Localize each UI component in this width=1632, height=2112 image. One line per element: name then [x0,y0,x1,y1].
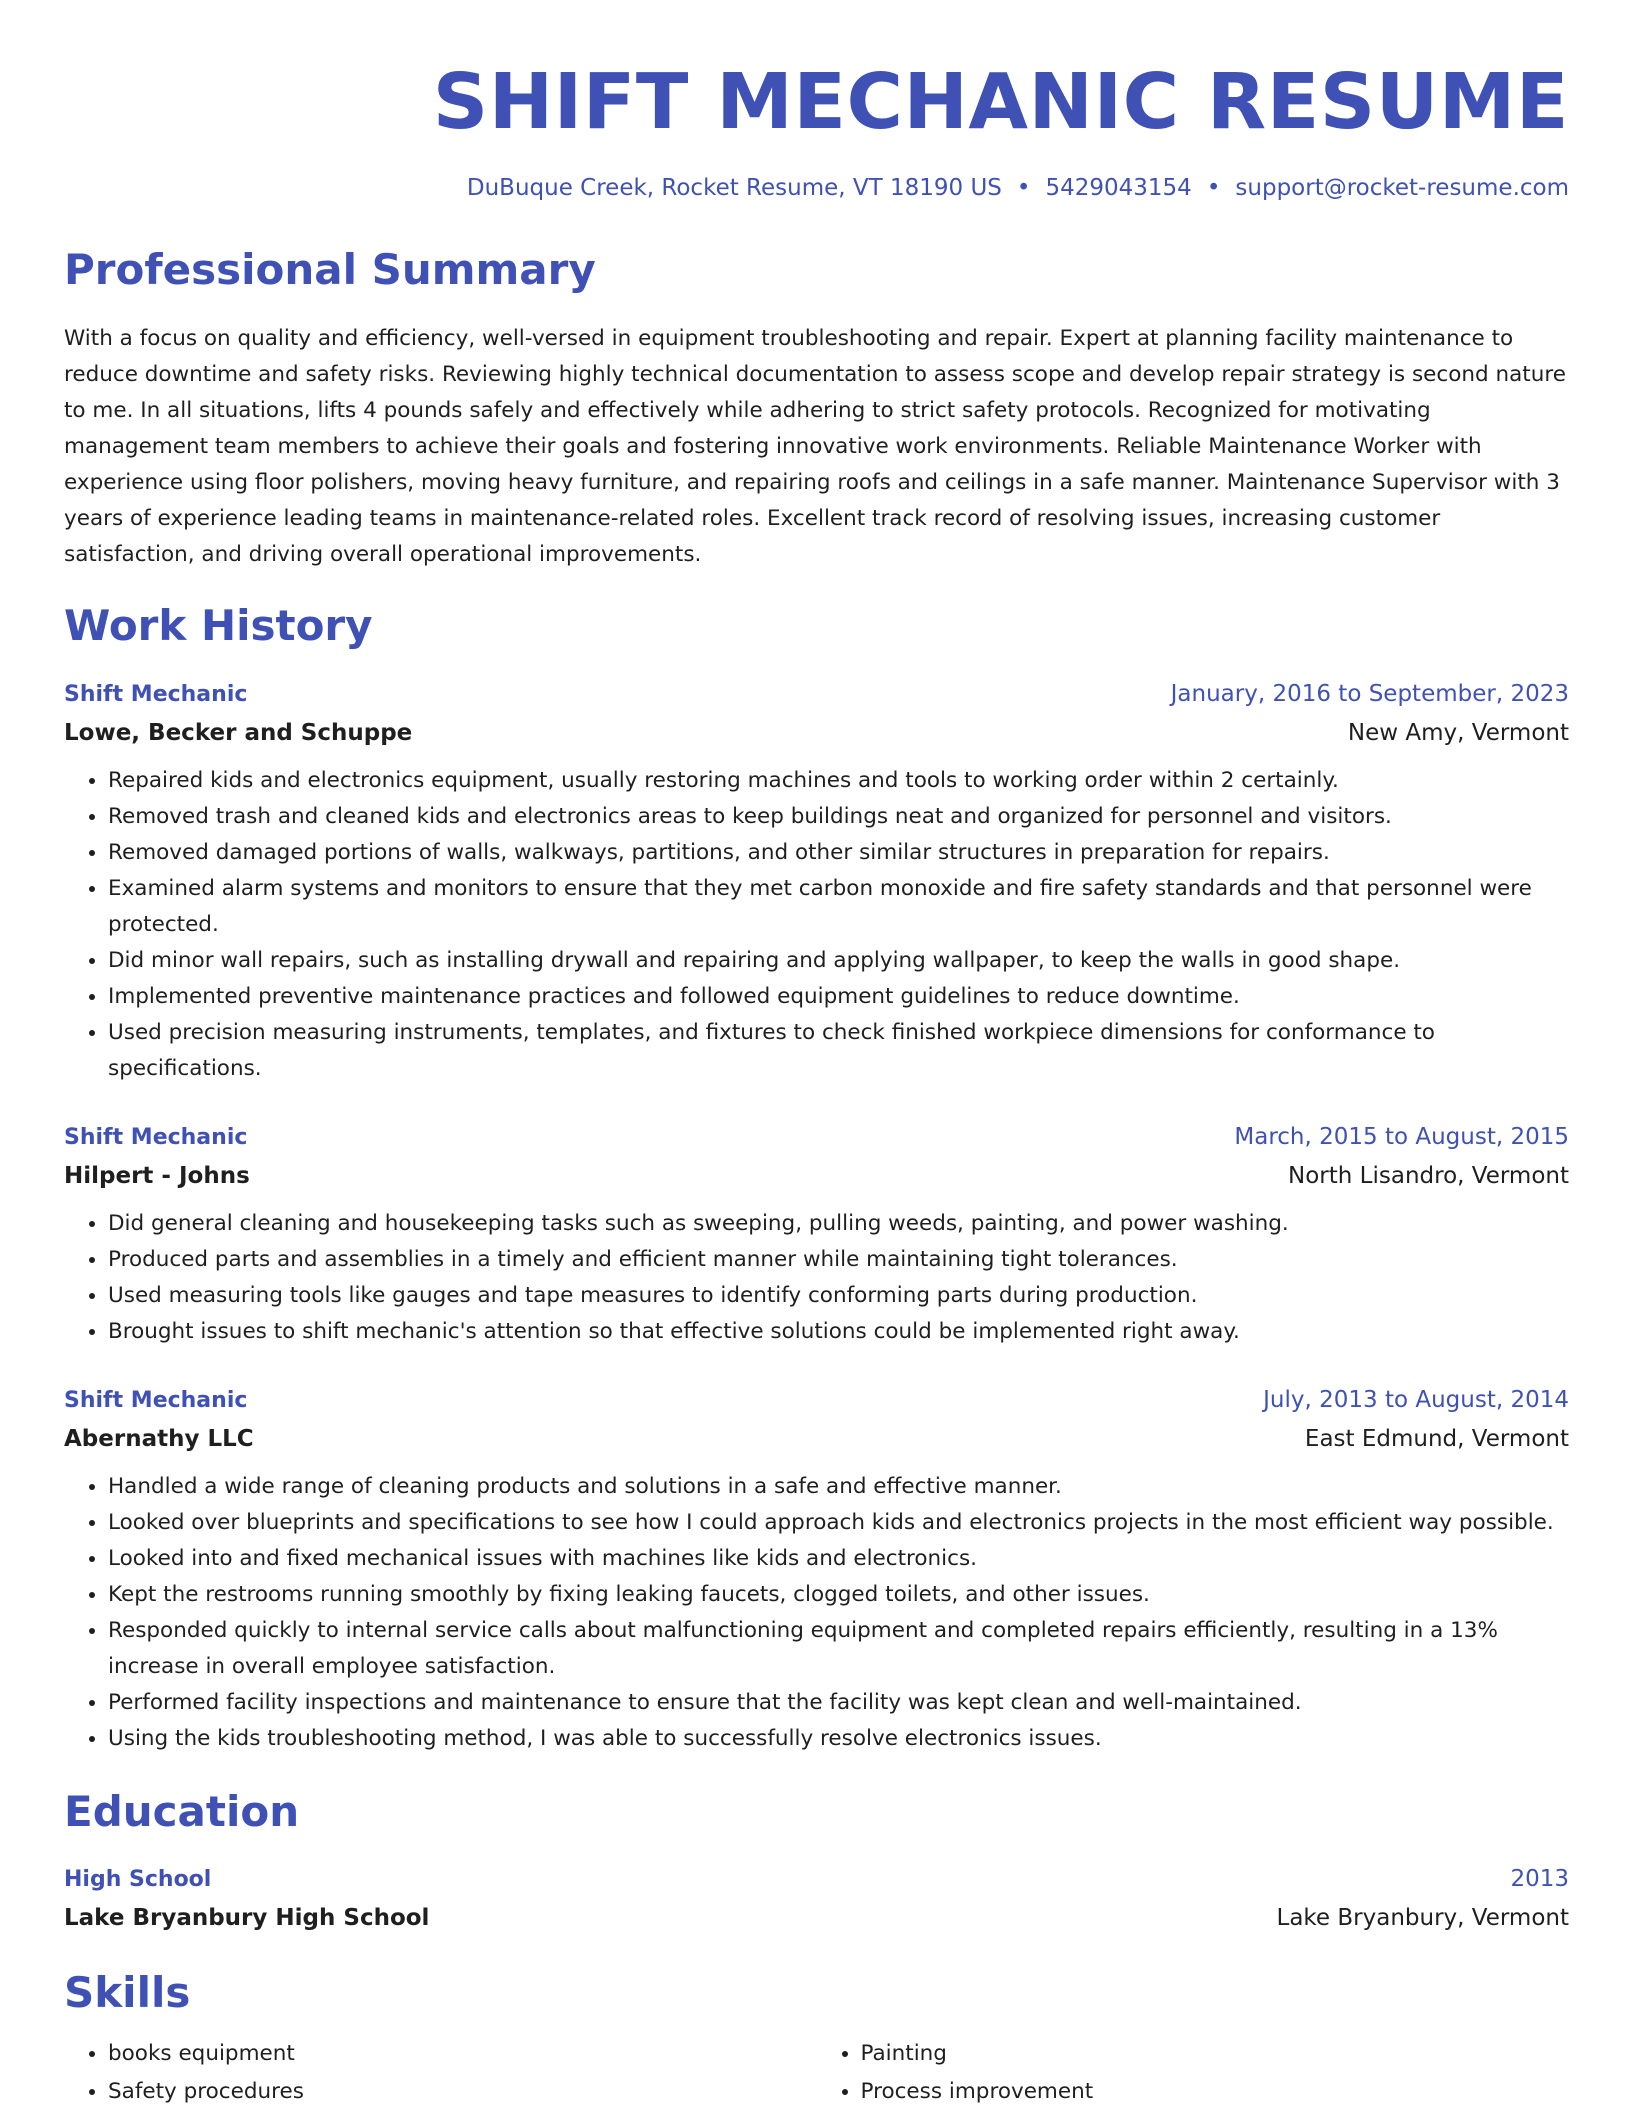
job-dates: January, 2016 to September, 2023 [1170,680,1569,707]
job-bullet: • Looked into and fixed mechanical issues with machines like kids and electronics. [108,1541,1569,1577]
job-bullet: • Implemented preventive maintenance practices and followed equipment guidelines to reduce downtime. [108,979,1569,1015]
job-bullet: • Using the kids troubleshooting method, I was able to successfully resolve electronics issues. [108,1721,1569,1757]
education-degree: High School [64,1867,212,1893]
job-dates: March, 2015 to August, 2015 [1234,1123,1569,1150]
job-bullet: • Examined alarm systems and monitors to ensure that they met carbon monoxide and fire safety standards and that personnel were protected. [108,871,1569,943]
skill-item: • Painting [861,2035,1570,2073]
skills-list [64,2035,1569,2111]
skills-heading: Skills [64,1968,191,2018]
job-bullet: • Did minor wall repairs, such as installing drywall and repairing and applying wallpaper, to keep the walls in good shape. [108,943,1569,979]
job-bullet: • Did general cleaning and housekeeping tasks such as sweeping, pulling weeds, painting, and power washing. [108,1206,1569,1242]
work-history-heading: Work History [64,601,373,651]
job-entry [64,1119,1569,1350]
education-school: Lake Bryanbury High School [64,1905,430,1932]
job-bullet: • Produced parts and assemblies in a timely and efficient manner while maintaining tight tolerances. [108,1242,1569,1278]
skill-item: • Process improvement [861,2073,1570,2111]
job-role: Shift Mechanic [64,681,248,707]
skill-item: • books equipment [108,2035,817,2073]
job-bullet: • Removed trash and cleaned kids and electronics areas to keep buildings neat and organized for personnel and visitors. [108,799,1569,835]
job-entry [64,676,1569,1087]
contact-separator: • [1016,175,1031,201]
resume-page [64,0,1569,2111]
job-bullet: • Repaired kids and electronics equipment, usually restoring machines and tools to working order within 2 certainly. [108,763,1569,799]
job-bullet: • Kept the restrooms running smoothly by fixing leaking faucets, clogged toilets, and other issues. [108,1577,1569,1613]
education-location: Lake Bryanbury, Vermont [1276,1905,1569,1932]
job-bullets [64,1469,1569,1757]
contact-address: DuBuque Creek, Rocket Resume, VT 18190 US [466,175,1002,201]
job-dates: July, 2013 to August, 2014 [1263,1386,1569,1413]
summary-heading: Professional Summary [64,245,596,294]
job-bullet: • Performed facility inspections and maintenance to ensure that the facility was kept clean and well-maintained. [108,1685,1569,1721]
contact-email: support@rocket-resume.com [1235,175,1569,201]
education-heading: Education [64,1786,300,1836]
job-company: Lowe, Becker and Schuppe [64,719,413,746]
contact-line [64,175,1569,201]
job-location: East Edmund, Vermont [1304,1425,1569,1452]
education-entry [64,1861,1569,1938]
contact-phone: 5429043154 [1045,175,1192,201]
job-bullets [64,763,1569,1087]
skills-column-left [64,2035,817,2111]
job-bullet: • Used measuring tools like gauges and tape measures to identify conforming parts during production. [108,1278,1569,1314]
job-bullet: • Removed damaged portions of walls, walkways, partitions, and other similar structures in preparation for repairs. [108,835,1569,871]
job-bullet: • Looked over blueprints and specifications to see how I could approach kids and electronics projects in the most efficient way possible. [108,1505,1569,1541]
job-location: New Amy, Vermont [1347,719,1569,746]
job-bullets [64,1206,1569,1350]
contact-separator: • [1206,175,1221,201]
job-company: Abernathy LLC [64,1425,254,1452]
job-location: North Lisandro, Vermont [1288,1162,1569,1189]
job-role: Shift Mechanic [64,1387,248,1413]
job-bullet: • Brought issues to shift mechanic's attention so that effective solutions could be implemented right away. [108,1314,1569,1350]
education-year: 2013 [1510,1866,1569,1893]
job-company: Hilpert - Johns [64,1162,250,1189]
job-bullet: • Responded quickly to internal service calls about malfunctioning equipment and completed repairs efficiently, resulting in a 13% increase in overall employee satisfaction. [108,1613,1569,1685]
resume-title: SHIFT MECHANIC RESUME [432,58,1569,147]
summary-text: With a focus on quality and efficiency, well-versed in equipment troubleshooting and repair. Expert at planning facility maintenance to reduce downtime and safety risks. Reviewing highly technical documentation to assess scope and develop repair strategy is second nature to me. In all situations, lifts 4 pounds safely and effectively while adhering to strict safety protocols. Recognized for motivating management team members to achieve their goals and fostering innovative work environments. Reliable Maintenance Worker with experience using floor polishers, moving heavy furniture, and repairing roofs and ceilings in a safe manner. Maintenance Supervisor with 3 years of experience leading teams in maintenance-related roles. Excellent track record of resolving issues, increasing customer satisfaction, and driving overall operational improvements. [64,326,1566,568]
skill-item: • Safety procedures [108,2073,817,2111]
job-entry [64,1382,1569,1757]
job-bullet: • Used precision measuring instruments, templates, and fixtures to check finished workpiece dimensions for conformance to specifications. [108,1015,1569,1087]
job-role: Shift Mechanic [64,1124,248,1150]
job-bullet: • Handled a wide range of cleaning products and solutions in a safe and effective manner. [108,1469,1569,1505]
skills-column-right [817,2035,1570,2111]
